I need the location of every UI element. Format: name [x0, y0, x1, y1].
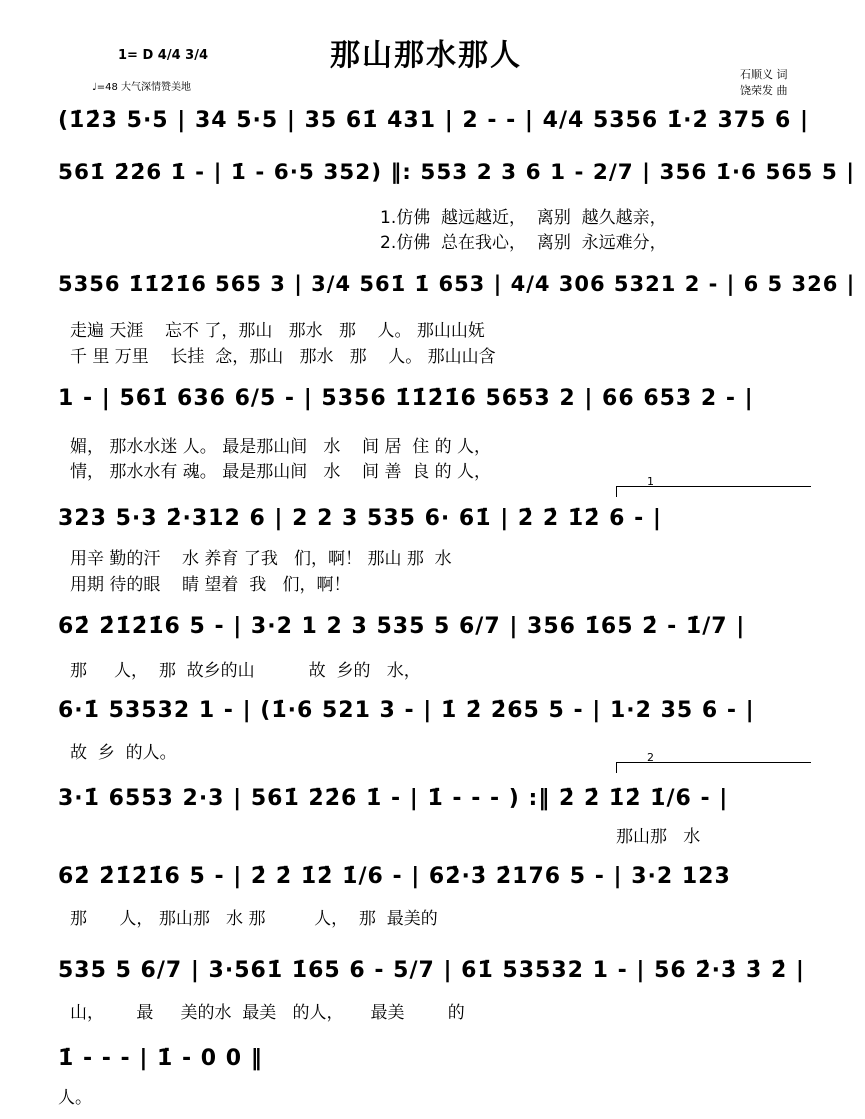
lyrics-line-3-verse-1: 走遍 天涯 忘不 了，那山 那水 那 人。 那山山妩 — [70, 321, 485, 341]
score-line-5: 323 5·3 2̇·312 6 | 2 2 3 535 6· 61̇ | 2̇ 2̇ 1̇2̇ 6 - | — [58, 506, 662, 531]
volta-bracket-1 — [616, 475, 811, 497]
lyrics-line-4-verse-1: 媚， 那水水迷 人。 最是那山间 水 间 居 住 的 人， — [70, 437, 492, 457]
lyrics-line-7: 故 乡 的人。 — [70, 743, 177, 763]
score-line-2: 561̇ 2̇2̇6 1̇ - | 1̇ - 6·5 352) ‖: 553 2 3 6 1 - 2/7 | 356 1̇·6 565 5 | — [58, 160, 856, 185]
lyrics-line-9: 那 人， 那山那 水 那 人， 那 最美的 — [70, 909, 438, 929]
tempo-marking: ♩=48 大气深情赞美地 — [92, 82, 191, 93]
lyrics-line-2-verse-2: 2.仿佛 总在我心， 离别 永远难分， — [380, 233, 667, 253]
volta-bracket-2 — [616, 751, 811, 773]
lyrics-line-5-verse-1: 用辛 勤的汗 水 养育 了我 们，啊！ 那山 那 水 — [70, 549, 452, 569]
lyrics-line-3-verse-2: 千 里 万里 长挂 念，那山 那水 那 人。 那山山含 — [70, 347, 496, 367]
score-line-8: 3·1̇ 6553 2·3 | 561̇ 2̇2̇6 1̇ - | 1̇ - - - ) :‖ 2̇ 2̇ 1̇2̇ 1̇/6 - | — [58, 786, 729, 811]
score-line-9: 62̇ 2̇1̇2̇1̇6 5 - | 2̇ 2̇ 1̇2̇ 1̇/6 - | 62̇·3̇ 2̇176 5 - | 3·2 123 — [58, 864, 731, 889]
lyrics-line-11: 人。 — [58, 1088, 92, 1108]
lyrics-line-10: 山， 最 美的水 最美 的人， 最美 的 — [70, 1003, 465, 1023]
score-line-3: 5356 1̇1̇2̇1̇6 565 3 | 3/4 561̇ 1̇ 653 | 4/4 306 5321 2 - | 6 5 326 | — [58, 272, 856, 296]
song-title: 那山那水那人 — [330, 38, 522, 73]
lyrics-line-2-verse-1: 1.仿佛 越远越近， 离别 越久越亲， — [380, 208, 667, 228]
score-line-1: (1̇2̇3 5·5 | 34 5·5 | 35 61̇ 431 | 2 - - | 4/4 5356 1̇·2̇ 375 6 | — [58, 108, 810, 133]
volta-number-1: 1 — [647, 475, 654, 488]
score-line-7: 6·1̇ 53532 1 - | (1̇·6 521 3 - | 1̇ 2̇ 2̇65 5 - | 1·2 35 6 - | — [58, 698, 755, 723]
lyrics-line-5-verse-2: 用期 待的眼 睛 望着 我 们，啊！ — [70, 575, 351, 595]
lyrics-line-4-verse-2: 情， 那水水有 魂。 最是那山间 水 间 善 良 的 人， — [70, 462, 492, 482]
composer-credit: 饶荣发 曲 — [740, 84, 788, 97]
score-line-11: 1̇ - - - | 1̇ - 0 0 ‖ — [58, 1046, 263, 1071]
lyrics-line-6: 那 人， 那 故乡的山 故 乡的 水， — [70, 661, 421, 681]
volta-number-2: 2 — [647, 751, 654, 764]
lyrics-line-8: 那山那 水 — [616, 827, 701, 847]
score-line-10: 535 5 6/7 | 3·561̇ 1̇65 6 - 5/7 | 61̇ 53532 1 - | 56 2̇·3̇ 3̇ 2̇ | — [58, 958, 805, 983]
score-line-4: 1 - | 561̇ 636 6/5 - | 5356 1̇1̇2̇1̇6 5653 2 | 66 653 2 - | — [58, 386, 754, 411]
lyricist-credit: 石顺义 词 — [740, 68, 788, 81]
key-signature: 1= D 4/4 3/4 — [118, 48, 208, 63]
score-line-6: 62̇ 2̇1̇2̇1̇6 5 - | 3·2 1 2 3 535 5 6/7 | 356 1̇65 2̇ - 1̇/7 | — [58, 614, 746, 639]
